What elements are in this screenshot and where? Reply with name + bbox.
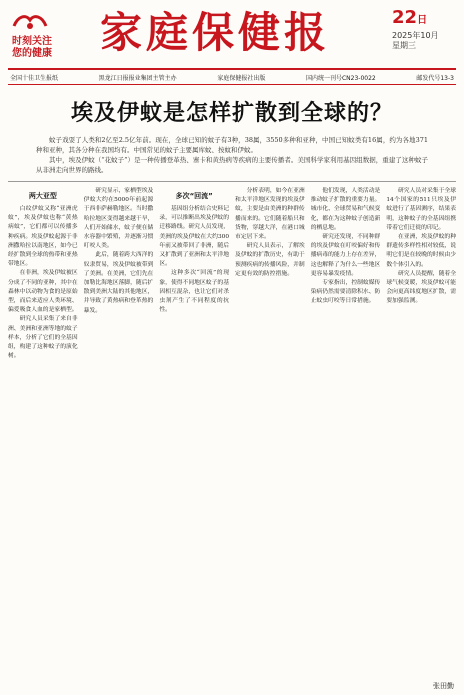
article-lead-1: 蚊子戏耍了人类和2亿至2.5亿年前。现在，全球已知的蚊子有3种，38属，3550多种和亚种，中国已知蚊类有16属，约为各地371种和亚种，其各分种在我国均有。中国常见的蚊子主要属库蚊、按蚊和伊蚊。 [36,136,428,154]
info-bar [8,68,456,85]
info-item: 全国十佳卫生报纸 [10,74,59,82]
paragraph: 研究显示，家栖型埃及伊蚊大约在5000年前起源于西非萨赫勒地区。当时撒哈拉地区变得越来越干旱，人们开始储水，蚊子便在储水容器中繁殖，并逐渐习惯叮咬人类。 [83,188,154,250]
info-item: 家庭保健报社出版 [217,74,266,82]
paragraph: 在亚洲，埃及伊蚊的种群遗传多样性相对较低，说明它们是在较晚的时候由少数个体引入的。 [386,234,457,268]
masthead [8,6,456,66]
paragraph: 研究人员对采集于全球14个国家的511只埃及伊蚊进行了基因测序，结果表明，这种蚊子的全基因组携带着它们迁徙的印记。 [386,188,457,231]
paragraph: 研究人员提醒，随着全球气候变暖，埃及伊蚊可能会向更高纬度地区扩散，需要加强监测。 [386,270,457,305]
date-year-month: 2025年10月 [392,31,439,40]
slogan-line-2: 您的健康 [12,48,52,59]
paper-name: 家庭保健报 [100,8,331,57]
slogan-line-1: 时刻关注 [12,36,52,47]
article-column [8,187,78,673]
paragraph: 基因组分析结合史料记录，可以推断出埃及伊蚊的迁移路线。研究人员发现，美洲的埃及伊蚊在大约300年前又被带回了非洲，随后又扩散到了亚洲和太平洋地区。 [159,206,230,268]
article-headline: 埃及伊蚊是怎样扩散到全球的？ [70,101,393,126]
slogan [12,36,52,60]
paragraph: 这种多次“回流”的现象，使得不同地区蚊子的基因相互混杂，也让它们对杀虫剂产生了不同程度的抗性。 [159,270,230,314]
article-lead-2: 其中，埃及伊蚊（“花蚊子”）是一种传播登革热、寨卡和黄热病等疾病的主要传播者。美国科学家利用基因组数据，重建了这种蚊子从非洲走向世界的路线。 [36,156,428,174]
article-column [159,187,229,673]
article-columns [8,187,456,673]
paragraph: 在非洲，埃及伊蚊被区分成了不同的亚种，其中在森林中以动物为食的是原始型，而后来适应人类环境、偏爱吸食人血的是家栖型。 [8,270,78,314]
info-item: 黑龙江日报报业集团主管主办 [98,74,177,82]
info-item: 国内统一刊号CN23-0022 [305,74,376,82]
paragraph: 研究人员表示，了解埃及伊蚊的扩散历史，有助于预测疾病的传播风险，并制定更有效的防控措施。 [235,243,305,277]
article-lead [8,135,456,175]
paragraph: 此后，随着跨大西洋的奴隶贸易，埃及伊蚊被带到了美洲。在美洲，它们先在加勒比海地区落脚，随后扩散到美洲大陆的其他地区，并导致了黄热病和登革热的暴发。 [83,252,154,314]
paragraph: 专家指出，控制蚊媒传染病仍然需要清除积水、防止蚊虫叮咬等日常措施。 [310,280,381,305]
article-column [311,187,381,673]
date-weekday: 星期三 [392,41,416,50]
article-column [235,187,305,673]
date-day: 22 [392,7,418,28]
section-heading: 多次“回流” [175,192,213,200]
hands-logo-icon [10,10,50,32]
paragraph: 研究人员采集了来自非洲、美洲和亚洲等地的蚊子样本，分析了它们的全基因组，构建了这种蚊子的演化树。 [8,316,78,360]
issue-date [392,8,452,51]
article-column [84,187,154,673]
date-day-suffix: 日 [417,15,428,26]
article-column [386,187,456,673]
paragraph: 分析表明，如今在亚洲和太平洋地区发现的埃及伊蚊，主要是由美洲的种群传播而来的。它们随着船只和货物，穿越大洋，在港口城市定居下来。 [235,188,305,241]
paragraph: 他们发现，人类活动是推动蚊子扩散的重要力量。城市化、全球贸易和气候变化，都在为这种蚊子创造新的栖息地。 [310,188,381,231]
info-item: 邮发代号13-3 [416,74,454,82]
article-byline: 张田勤 [433,682,454,690]
paragraph: 研究还发现，不同种群的埃及伊蚊在叮咬偏好和传播病毒的能力上存在差异，这也解释了为什么一些地区更容易暴发疫情。 [310,234,381,277]
paragraph: 白纹伊蚊又称“亚洲虎蚊”，埃及伊蚊也称“黄热病蚊”，它们都可以传播多种疾病。埃及伊蚊起源于非洲撒哈拉以南地区，如今已经扩散到全球的热带和亚热带地区。 [8,206,78,268]
section-heading: 两大亚型 [28,192,57,200]
divider [8,181,456,182]
